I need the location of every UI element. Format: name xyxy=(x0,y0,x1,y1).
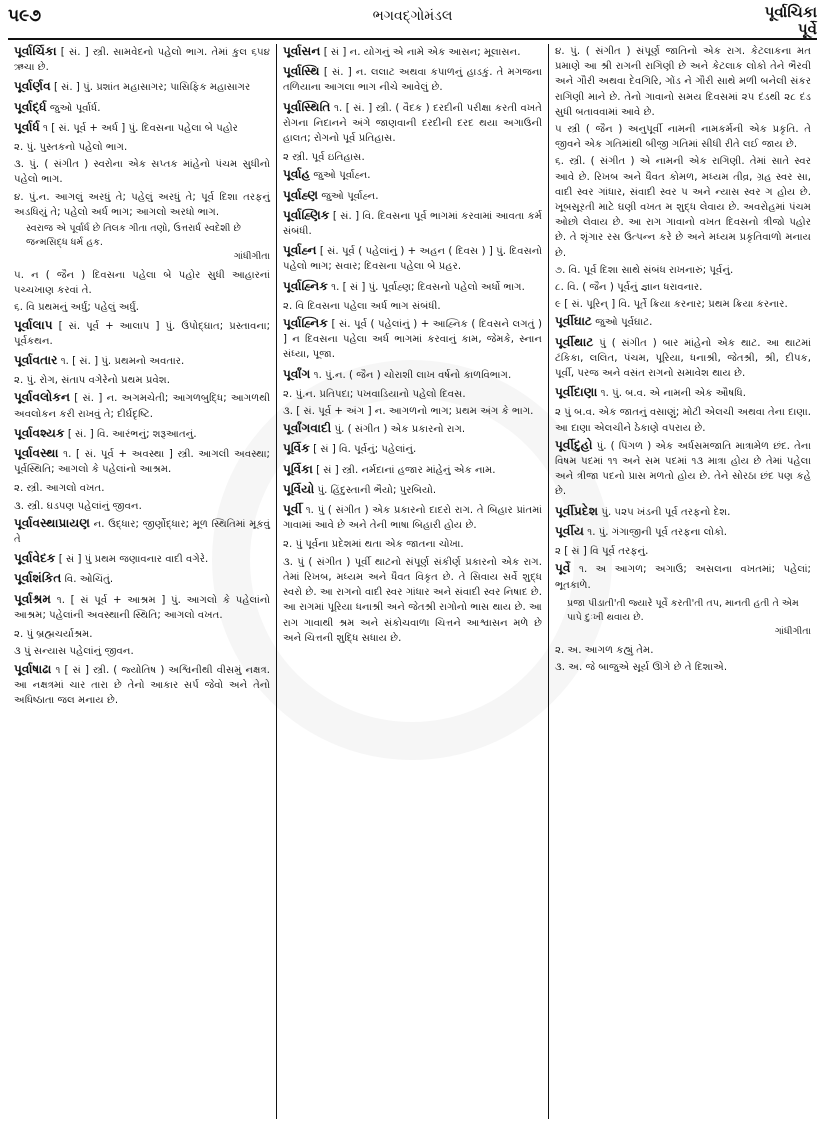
headword: પૂર્વે xyxy=(555,561,571,576)
entry-sense xyxy=(555,280,811,295)
dictionary-entry xyxy=(555,504,811,520)
dictionary-entry xyxy=(14,426,270,442)
headword: પૂર્વિયો xyxy=(283,481,315,496)
definition-text: ૨. પું. રોગ, સંતાપ વગેરેનો પ્રથમ પ્રવેશ. xyxy=(14,375,170,387)
definition-text: [ સં. પૂર્વ ( પહેલાંનું ) + અહન ( દિવસ ) ] પું. દિવસનો પહેલો ભાગ; સવાર; દિવસના પહેલા બે પ્રહર. xyxy=(283,246,542,273)
headword: પૂર્વાહ્નિક xyxy=(283,278,328,293)
headword: પૂર્વીથાટ xyxy=(555,334,594,349)
definition-text: ૩. અ. જે બાજુએ સૂર્ય ઊગે છે તે દિશાએ. xyxy=(555,661,728,673)
definition-text: ૧. પું. ગંગાજીની પૂર્વ તરફના લોકો. xyxy=(583,526,728,538)
page-number: ૫૯૭ xyxy=(8,6,42,26)
definition-text: ૧. [ સં. ] પું. પ્રથમનો અવતાર. xyxy=(57,356,185,368)
definition-text: જુઓ પૂર્વાર્ધ. xyxy=(46,102,101,114)
definition-text: ન. ઉદ્ધાર; જીર્ણોદ્ધાર; મૂળ સ્થિતિમાં મૂકવું તે xyxy=(14,518,270,546)
definition-text: ૨. વિ દિવસના પહેલા અર્ધ ભાગ સંબંધી. xyxy=(283,300,441,312)
headword: પૂર્વીઘાટ xyxy=(555,314,593,329)
guide-word-top: પૂર્વાચિકા xyxy=(764,3,817,21)
dictionary-entry xyxy=(283,208,542,239)
entry-sense xyxy=(283,299,542,314)
definition-text: [ સં. પૂર્વ ( પહેલાંનું ) + આહ્નિક ( દિવસને લગતું ) ] ન દિવસના પહેલા અર્ધ ભાગમાં કરવાનું કામ, જેમકે, સ્નાન સંધ્યા, પૂજા. xyxy=(283,319,542,361)
entry-sense xyxy=(555,122,811,152)
definition-text: ૨. પું પૂર્વના પ્રદેશમાં થતા એક જાતના ચોખા. xyxy=(283,539,464,551)
definition-text: [ સં. ] વિ. દિવસના પૂર્વ ભાગમાં કરવામાં આવતા કર્મ સંબંધી. xyxy=(283,210,542,238)
dictionary-entry xyxy=(14,79,270,95)
entry-sense xyxy=(555,263,811,278)
headword: પૂર્વાંગવાદી xyxy=(283,421,332,436)
definition-text: ૩. સ્ત્રી. ઘડપણ પહેલાંનું જીવન. xyxy=(14,500,142,512)
headword: પૂર્વાંગ xyxy=(283,366,311,381)
headword: પૂર્વાહ્ણ xyxy=(283,187,319,202)
definition-text: [ સં. પૂર્વ + આલાપ ] પું. ઉપોદ્ઘાત; પ્રસ્તાવના; પૂર્વકથન. xyxy=(14,320,270,347)
dictionary-entry xyxy=(283,188,542,204)
definition-text: ૧. પું. બ.વ. એ નામની એક ઔષધિ. xyxy=(597,388,746,400)
dictionary-entry xyxy=(283,243,542,274)
entry-sense xyxy=(555,643,811,658)
definition-text: ૪. પું. ( સંગીત ) સંપૂર્ણ જાતિનો એક રાગ. કેટલાકના મત પ્રમાણે આ શ્રી રાગની રાગિણી છે અને કેટલાક લોકો તેને ભૈરવી અને ગૌરી અથવા દેવગિરિ, ગોંડ ને ગૌરી સાથે મળી બનેલી સંકર રાગિણી માને છે. તેનો ગાવાનો સમય દિવસમાં ૨૫ દંડથી ૨૮ દંડ સુધી બતાવવામાં આવે છે. xyxy=(555,46,811,118)
dictionary-entry xyxy=(555,561,811,592)
dictionary-entry xyxy=(14,100,270,116)
headword: પૂર્વાવતાર xyxy=(14,353,58,368)
definition-text: પું. ( સંગીત ) એક પ્રકારનો રાગ. xyxy=(331,424,466,436)
definition-text: ૧. [ સં ] પું. પૂર્વાહ્ણ; દિવસનો પહેલો અર્ધો ભાગ. xyxy=(327,281,525,293)
headword: પૂર્વીય xyxy=(555,523,584,538)
definition-text: ૪. પું.ન. આગલું અરધું તે; પહેલું અરધું તે; પૂર્વ દિશા તરફનું અડધિયું તે; પહેલો અર્ધ ભાગ; આગલો અરધો ભાગ. xyxy=(14,191,270,218)
definition-text: ૧. અ આગળ; અગાઉ; અસલના વખતમાં; પહેલાં; ભૂતકાળે. xyxy=(555,564,811,591)
dictionary-entry xyxy=(283,441,542,457)
headword: પૂર્વિકા xyxy=(283,461,313,476)
entry-sense xyxy=(283,404,542,419)
dictionary-entry xyxy=(14,592,270,623)
entry-sense xyxy=(14,268,270,298)
definition-text: ૫ સ્ત્રી ( જૈન ) અનુપૂર્વી નામની નામકર્મની એક પ્રકૃતિ. તે જીવને એક ગતિમાંથી બીજી ગતિમાં સીધી રીતે લઈ જાય છે. xyxy=(555,124,811,151)
definition-text: [ સં. ] પું. પ્રશાંત મહાસાગર; પાસિફિક મહાસાગર xyxy=(50,82,251,94)
entry-sense xyxy=(283,387,542,402)
definition-text: જુઓ પૂર્વઘાટ. xyxy=(592,317,653,329)
dictionary-entry xyxy=(283,482,542,498)
dictionary-entry xyxy=(283,421,542,437)
headword: પૂર્વાર્ધ xyxy=(14,119,40,134)
definition-text: વિ. ઓચિંતું. xyxy=(61,574,114,586)
entry-sense xyxy=(14,499,270,514)
definition-text: ૩. પું. ( સંગીત ) સ્વરોના એક સપ્તક માંહેનો પંચમ સુધીનો પહેલો ભાગ. xyxy=(14,159,270,186)
entry-sense xyxy=(555,297,811,312)
headword: પૂર્વાર્દ્ધ xyxy=(14,99,47,114)
entry-sense xyxy=(14,157,270,187)
definition-text: ૩ પું સન્યાસ પહેલાંનું જીવન. xyxy=(14,646,134,658)
definition-text: જુઓ પૂર્વાહ્ન. xyxy=(310,170,371,182)
dictionary-entry xyxy=(14,44,270,75)
definition-text: પું. હિંદુસ્તાની ભૈયો; પુરબિયો. xyxy=(314,484,437,496)
definition-text: ૨. સ્ત્રી. આગલો વખત. xyxy=(14,483,105,495)
headword: પૂર્વાષાઢા xyxy=(14,661,52,676)
dictionary-entry xyxy=(555,524,811,540)
definition-text: ૯ [ સં. પૂરિન્ ] વિ. પૂર્તે ક્રિયા કરનાર; પ્રથમ ક્રિયા કરનાર. xyxy=(555,299,788,311)
guide-words xyxy=(765,4,817,38)
definition-text: ૨ સ્ત્રી. પૂર્વ ઇતિહાસ. xyxy=(283,152,365,164)
book-title: ભગવદ્ગોમંડલ xyxy=(372,8,453,24)
dictionary-entry xyxy=(555,335,811,382)
dictionary-entry xyxy=(283,167,542,183)
definition-text: ૧. [ સં પૂર્વ + આશ્રમ ] પું. આગલો કે પહેલાંનો આશ્રમ; પહેલાંની અવસ્થાની સ્થિતિ; આગલો વખત. xyxy=(14,594,270,621)
entry-sense xyxy=(283,150,542,165)
dictionary-entry xyxy=(14,571,270,587)
definition-text: [ સં. ] ન. અગમચેતી; આગળબુદ્ધિ; આગળથી અવલોકન કરી રાખવું તે; દીર્ઘદૃષ્ટિ. xyxy=(14,393,270,420)
entry-sense xyxy=(283,555,542,646)
headword: પૂર્વાશ્રમ xyxy=(14,591,52,606)
entry-sense xyxy=(555,154,811,260)
definition-text: પું ( સંગીત ) બાર માંહેનો એક થાટ. આ થાટમાં ટંકિકા, લલિત, પંચમ, પૂરિયા, ધનાશ્રી, જેતશ્રી, શ્રી, દીપક, પૂર્વી, પરજ અને વસંત રાગનો સમાવેશ થાય છે. xyxy=(555,337,811,380)
entry-sense xyxy=(14,190,270,220)
definition-text: પું. ૫૨૫ ખંડની પૂર્વ તરફનો દેશ. xyxy=(598,506,731,518)
columns xyxy=(8,44,817,1119)
headword: પૂર્વાહ્ન xyxy=(283,243,317,258)
entry-sense xyxy=(555,44,811,120)
entry-sense xyxy=(14,300,270,315)
entry-sense xyxy=(283,537,542,552)
dictionary-entry xyxy=(283,502,542,533)
definition-text: ૧ [ સં. પૂર્વ + અર્ધ ] પું. દિવસના પહેલા બે પહોર xyxy=(39,122,238,134)
definition-text: [ સં ] ન. યોગનું એ નામે એક આસન; મૂલાસન. xyxy=(320,47,521,58)
definition-text: [ સં ] વિ. પૂર્વનું; પહેલાંનું. xyxy=(309,444,417,456)
definition-text: ૨. અ. આગળ કહ્યું તેમ. xyxy=(555,644,654,656)
definition-text: [ સં. ] વિ. આરંભનું; શરૂઆતનું. xyxy=(64,428,197,440)
entry-sense xyxy=(14,140,270,155)
column-1 xyxy=(8,44,276,1119)
guide-word-bottom: પૂર્વે xyxy=(797,20,817,38)
dictionary-entry xyxy=(283,279,542,295)
definition-text: ૫. ન ( જૈન ) દિવસના પહેલા બે પહોર સુધી આહારનાં પચ્ચખાણ કરવાં તે. xyxy=(14,270,270,297)
headword: પૂર્વાવશ્યક xyxy=(14,425,65,440)
headword: પૂર્વાવેદક xyxy=(14,551,56,566)
definition-text: ૨. પું.ન. પ્રતિપદા; પખવાડિયાનો પહેલો દિવસ. xyxy=(283,388,466,400)
column-3 xyxy=(549,44,817,1119)
definition-text: ૧ [ સં ] સ્ત્રી. ( જ્યોતિષ ) અશ્વિનીથી વીસમું નક્ષત્ર. આ નક્ષત્રમાં ચાર તારા છે તેનો આકાર સર્પ જેવો અને તેનો અધિષ્ઠાતા જલ મનાય છે. xyxy=(14,664,270,706)
headword: પૂર્વાશંકિત xyxy=(14,571,62,586)
dictionary-entry xyxy=(555,314,811,330)
entry-sense xyxy=(555,660,811,675)
headword: પૂર્વાહ્ણિક xyxy=(283,207,330,222)
definition-text: ૬. સ્ત્રી. ( સંગીત ) એ નામની એક રાગિણી. તેમાં સાતે સ્વર આવે છે. રિખબ અને ધૈવત કોમળ, મધ્યમ તીવ્ર, ગ્રહ સ્વર સા, વાદી સ્વર ગાંધાર, સંવાદી સ્વર પ અને ન્યાસ સ્વર ગ હોય છે. ખૂબસૂરતી માટે ઘણી વખત મ શુદ્ધ લેવાય છે. અવરોહમાં પંચમ ઓછો લેવાય છે. આ રાગ ગાવાનો વખત દિવસનો ત્રીજો પહોર છે. તે શૃંગાર રસ ઉત્પન્ન કરે છે અને મધ્યમ પ્રકૃતિવાળો મનાય છે. xyxy=(555,156,811,259)
definition-text: ૧. [ સં. પૂર્વ + અવસ્થા ] સ્ત્રી. આગલી અવસ્થા; પૂર્વસ્થિતિ; આગલો કે પહેલાંનો આશ્રમ. xyxy=(14,449,270,476)
quotation: સ્વરાજ એ પૂર્વાર્ધ છે તિલક ગીતા તણો, ઉત્તરાર્ધ સ્વદેશી છે જન્મસિદ્ધ ધર્મ હક. xyxy=(26,223,241,249)
entry-sense xyxy=(14,644,270,659)
definition-text: જુઓ પૂર્વાહ્ન. xyxy=(318,190,379,202)
dictionary-entry xyxy=(283,316,542,363)
dictionary-entry xyxy=(14,390,270,421)
column-2 xyxy=(276,44,549,1119)
header-rule xyxy=(8,38,817,40)
definition-text: પું. ( પિંગળ ) એક અર્ધસમજાતિ માત્રામેળ છંદ. તેના વિષમ પદમાં ૧૧ અને સમ પદમાં ૧૩ માત્રા હોય છે તેમાં પહેલા અને ત્રીજા પદનો પ્રાસ મળતો હોય છે. તેને સોરઠા છંદ પણ કહે છે. xyxy=(555,440,811,498)
headword: પૂર્વાસ્થિતિ xyxy=(283,99,331,114)
entry-sense xyxy=(14,373,270,388)
dictionary-entry xyxy=(555,438,811,500)
dictionary-entry xyxy=(14,353,270,369)
headword: પૂર્વાવલોકન xyxy=(14,390,71,405)
quotation: પ્રજા પીડાતી'તી જ્યારે પૂર્વે કરતી'તી તપ, માનતી હતી તે એમ પાપે દુઃખી થવાય છે. xyxy=(567,597,799,623)
definition-text: ૭. વિ. પૂર્વ દિશા સાથે સંબંધ રાખનારું; પૂર્વનું. xyxy=(555,264,734,276)
headword: પૂર્વીદુહો xyxy=(555,437,593,452)
dictionary-entry xyxy=(14,662,270,709)
entry-sense xyxy=(14,627,270,642)
definition-text: ૩. [ સં. પૂર્વ + અંગ ] ન. આગળનો ભાગ; પ્રથમ અંગ કે ભાગ. xyxy=(283,406,534,418)
definition-text: ૩. પું ( સંગીત ) પૂર્વી થાટનો સંપૂર્ણ સંકીર્ણ પ્રકારનો એક રાગ. તેમાં રિખબ, મધ્યમ અને ધૈવત વિકૃત છે. તે સિવાય સર્વે શુદ્ધ સ્વરો છે. આ રાગનો વાદી સ્વર ગાંધાર અને સંવાદી સ્વર નિષાદ છે. આ રાગમાં પૂરિયા ધનાશ્રી અને જેતશ્રી રાગોનો ભાસ થાય છે. આ રાગ ગાવાથી શ્રમ અને સંકોચવાળા ચિત્તને આશ્વાસન મળે છે અને ચિત્તની શુદ્ધિ સધાય છે. xyxy=(283,556,542,644)
dictionary-entry xyxy=(283,367,542,383)
dictionary-entry xyxy=(283,64,542,95)
headword: પૂર્વાવસ્થા xyxy=(14,446,59,461)
dictionary-entry xyxy=(283,44,542,60)
dictionary-entry xyxy=(14,120,270,136)
dictionary-entry xyxy=(283,462,542,478)
headword: પૂર્વાવસ્થાપ્રાયણ xyxy=(14,515,90,530)
headword: પૂર્વાર્ણવ xyxy=(14,79,51,94)
headword: પૂર્વિક xyxy=(283,441,310,456)
entry-sense xyxy=(555,405,811,435)
quotation-source: ગાંધીગીતા xyxy=(233,251,270,263)
dictionary-entry xyxy=(14,516,270,547)
entry-sense xyxy=(555,544,811,559)
definition-text: ૮. વિ. ( જૈન ) પૂર્વનું જ્ઞાન ધરાવનાર. xyxy=(555,282,703,294)
dictionary-entry xyxy=(14,446,270,477)
definition-text: [ સં. ] સ્ત્રી. સામવેદનો પહેલો ભાગ. તેમાં કુલ ૬૫૪ ઋચા છે. xyxy=(14,47,270,74)
headword: પૂર્વાહ xyxy=(283,167,311,182)
definition-text: [ સં ] સ્ત્રી. નર્મદાનાં હજાર માંહેનું એક નામ. xyxy=(312,464,496,476)
definition-text: ૨ પું બ.વ. એક જાતનું વસાણું; મોટી એલચી અથવા તેના દાણા. આ દાણા એલચીને ઠેકાણે વપરાય છે. xyxy=(555,407,811,434)
entry-sense xyxy=(14,481,270,496)
definition-text: [ સં. ] ન. લલાટ અથવા કપાળનું હાડકું. તે મગજના તળિયાના આગલા ભાગ નીચે આવેલું છે. xyxy=(283,67,542,94)
definition-text: [ સં ] પું પ્રથમ જણાવનાર વાદી વગેરે. xyxy=(55,554,209,566)
dictionary-entry xyxy=(555,385,811,401)
dictionary-entry xyxy=(283,100,542,147)
dictionary-entry xyxy=(14,551,270,567)
definition-text: ૨. પું. પુસ્તકનો પહેલો ભાગ. xyxy=(14,142,128,154)
headword: પૂર્વાસ્થિ xyxy=(283,64,320,79)
quotation-source: ગાંધીગીતા xyxy=(774,625,811,637)
headword: પૂર્વીપ્રદેશ xyxy=(555,503,599,518)
headword: પૂર્વાસન xyxy=(283,44,321,58)
headword: પૂર્વી xyxy=(283,502,302,517)
dictionary-entry xyxy=(14,318,270,349)
definition-text: ૬. વિ પ્રથમનું અર્ધું; પહેલું અર્ધું. xyxy=(14,302,139,314)
headword: પૂર્વીદાણા xyxy=(555,385,598,400)
definition-text: ૨. પું બ્રહ્મચર્યાશ્રમ. xyxy=(14,629,93,641)
definition-text: ૧. પું.ન. ( જૈન ) ચોરાશી લાખ વર્ષનો કાળવિભાગ. xyxy=(310,369,512,381)
headword: પૂર્વાહ્નિક xyxy=(283,316,328,331)
headword: પૂર્વાર્ચિકા xyxy=(14,44,57,58)
definition-text: ૧. પું ( સંગીત ) એક પ્રકારનો દાદરો રાગ. તે બિહાર પ્રાંતમાં ગાવામાં આવે છે અને તેની ભાષા બિહારી હોય છે. xyxy=(283,505,542,532)
definition-text: ૧. [ સં. ] સ્ત્રી. ( વૈદક ) દરદીની પરીક્ષા કરતી વખતે રોગના નિદાનને અંગે જાણવાની દરદીની દરદ થયા અગાઉની હાલત; રોગનો પૂર્વ પ્રતિહાસ. xyxy=(283,102,542,145)
definition-text: ૨ [ સં ] વિ પૂર્વ તરફનું. xyxy=(555,546,649,558)
headword: પૂર્વાલાપ xyxy=(14,317,53,332)
